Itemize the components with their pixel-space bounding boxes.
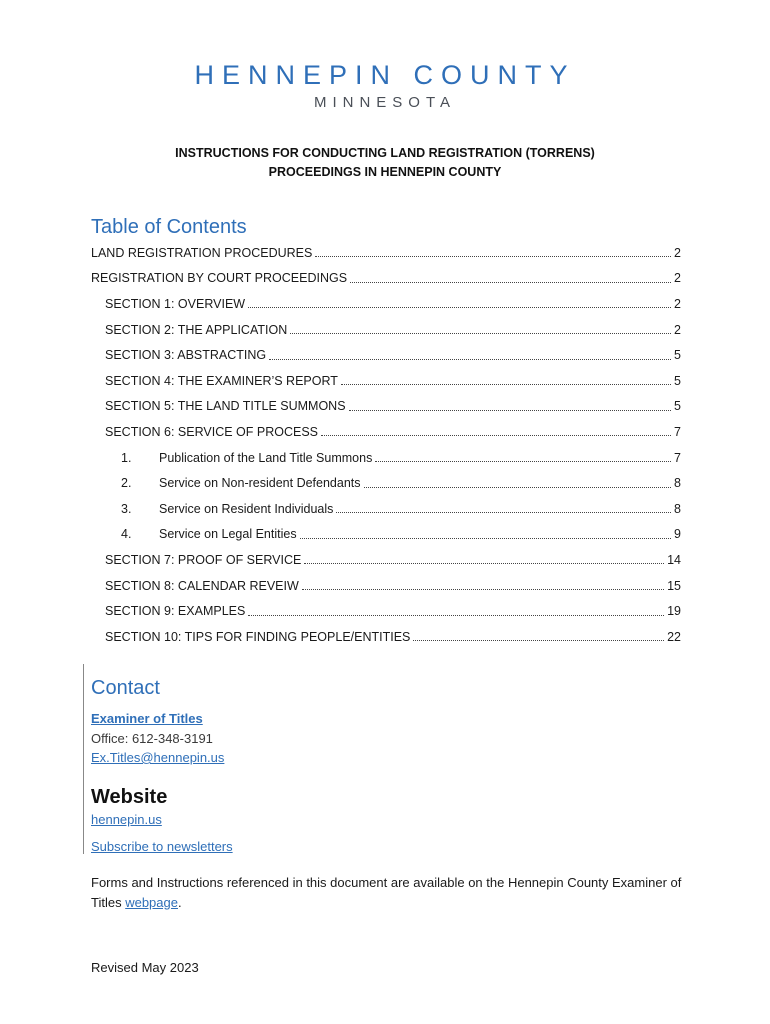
toc-entry-page: 2 (674, 245, 681, 260)
forms-note (91, 873, 691, 913)
toc-entry-label: Service on Non-resident Defendants (159, 476, 361, 491)
toc-entry[interactable] (91, 496, 681, 522)
toc-entry-page: 8 (674, 476, 681, 491)
toc-entry-page: 2 (674, 296, 681, 311)
toc-entry[interactable] (91, 598, 681, 624)
toc-entry-page: 9 (674, 527, 681, 542)
office-phone: Office: 612-348-3191 (91, 731, 213, 746)
toc-entry-number: 3. (121, 501, 132, 516)
toc-entry-label: SECTION 6: SERVICE OF PROCESS (105, 424, 319, 439)
contact-divider (83, 664, 84, 854)
subscribe-newsletters-link[interactable]: Subscribe to newsletters (91, 839, 233, 854)
toc-entry-page: 14 (667, 552, 681, 567)
toc-entry-page: 15 (667, 578, 681, 593)
toc-entry-page: 19 (667, 604, 681, 619)
toc-entry-label: REGISTRATION BY COURT PROCEEDINGS (91, 271, 348, 286)
toc-entry-label: SECTION 7: PROOF OF SERVICE (105, 552, 302, 567)
toc-entry[interactable] (91, 394, 681, 420)
toc-dot-leader (350, 270, 671, 283)
toc-entry[interactable] (91, 522, 681, 548)
table-of-contents (91, 240, 681, 650)
toc-entry-label: Service on Legal Entities (159, 527, 297, 542)
toc-entry-page: 5 (674, 399, 681, 414)
toc-dot-leader (290, 321, 671, 334)
toc-entry[interactable] (91, 291, 681, 317)
toc-entry-label: SECTION 2: THE APPLICATION (105, 322, 288, 337)
toc-entry[interactable] (91, 573, 681, 599)
website-link[interactable]: hennepin.us (91, 812, 162, 827)
toc-entry-page: 5 (674, 348, 681, 363)
toc-dot-leader (364, 475, 672, 488)
toc-entry[interactable] (91, 624, 681, 650)
toc-entry[interactable] (91, 547, 681, 573)
toc-entry-page: 7 (674, 450, 681, 465)
toc-entry-label: SECTION 10: TIPS FOR FINDING PEOPLE/ENTITIES (105, 629, 411, 644)
toc-entry[interactable] (91, 470, 681, 496)
website-heading: Website (91, 786, 168, 808)
toc-dot-leader (413, 628, 664, 641)
contact-heading: Contact (91, 677, 160, 699)
toc-dot-leader (248, 603, 664, 616)
toc-entry-label: Service on Resident Individuals (159, 501, 334, 516)
toc-dot-leader (304, 551, 664, 564)
toc-entry-label: SECTION 1: OVERVIEW (105, 296, 246, 311)
toc-entry-page: 8 (674, 501, 681, 516)
toc-entry[interactable] (91, 266, 681, 292)
toc-entry[interactable] (91, 342, 681, 368)
toc-entry[interactable] (91, 445, 681, 471)
toc-entry-label: LAND REGISTRATION PROCEDURES (91, 245, 313, 260)
toc-entry-page: 7 (674, 424, 681, 439)
toc-entry-label: SECTION 4: THE EXAMINER’S REPORT (105, 373, 338, 388)
forms-note-text: Forms and Instructions referenced in this document are available on the Hennepin County Examiner of Titles (91, 875, 682, 910)
toc-entry-page: 2 (674, 322, 681, 337)
examiner-of-titles-link[interactable]: Examiner of Titles (91, 711, 203, 726)
logo-county-name: HENNEPIN COUNTY (194, 60, 576, 90)
toc-entry[interactable] (91, 368, 681, 394)
toc-entry[interactable] (91, 240, 681, 266)
toc-entry[interactable] (91, 317, 681, 343)
toc-dot-leader (341, 372, 671, 385)
toc-entry-page: 2 (674, 271, 681, 286)
document-title-line-2: PROCEEDINGS IN HENNEPIN COUNTY (268, 165, 502, 179)
toc-entry-number: 4. (121, 527, 132, 542)
email-link[interactable]: Ex.Titles@hennepin.us (91, 750, 225, 765)
toc-dot-leader (321, 423, 671, 436)
toc-dot-leader (315, 244, 671, 257)
toc-dot-leader (336, 500, 671, 513)
toc-dot-leader (248, 295, 671, 308)
document-title-line-1: INSTRUCTIONS FOR CONDUCTING LAND REGISTRATION (TORRENS) (175, 146, 595, 160)
logo-state-name: MINNESOTA (313, 94, 457, 111)
document-title (0, 144, 770, 182)
toc-heading: Table of Contents (91, 216, 247, 238)
toc-entry-number: 1. (121, 450, 132, 465)
toc-dot-leader (375, 449, 671, 462)
toc-dot-leader (269, 347, 671, 360)
toc-entry-page: 5 (674, 373, 681, 388)
forms-note-period: . (177, 895, 182, 910)
toc-entry-label: SECTION 8: CALENDAR REVEIW (105, 578, 299, 593)
toc-dot-leader (300, 526, 671, 539)
revised-date: Revised May 2023 (91, 960, 199, 975)
toc-dot-leader (302, 577, 664, 590)
toc-entry[interactable] (91, 419, 681, 445)
toc-entry-page: 22 (667, 629, 681, 644)
toc-entry-label: SECTION 5: THE LAND TITLE SUMMONS (105, 399, 346, 414)
toc-entry-number: 2. (121, 476, 132, 491)
toc-entry-label: Publication of the Land Title Summons (159, 450, 373, 465)
toc-entry-label: SECTION 9: EXAMPLES (105, 604, 246, 619)
toc-entry-label: SECTION 3: ABSTRACTING (105, 348, 267, 363)
toc-dot-leader (349, 398, 671, 411)
webpage-link[interactable]: webpage (125, 895, 178, 910)
